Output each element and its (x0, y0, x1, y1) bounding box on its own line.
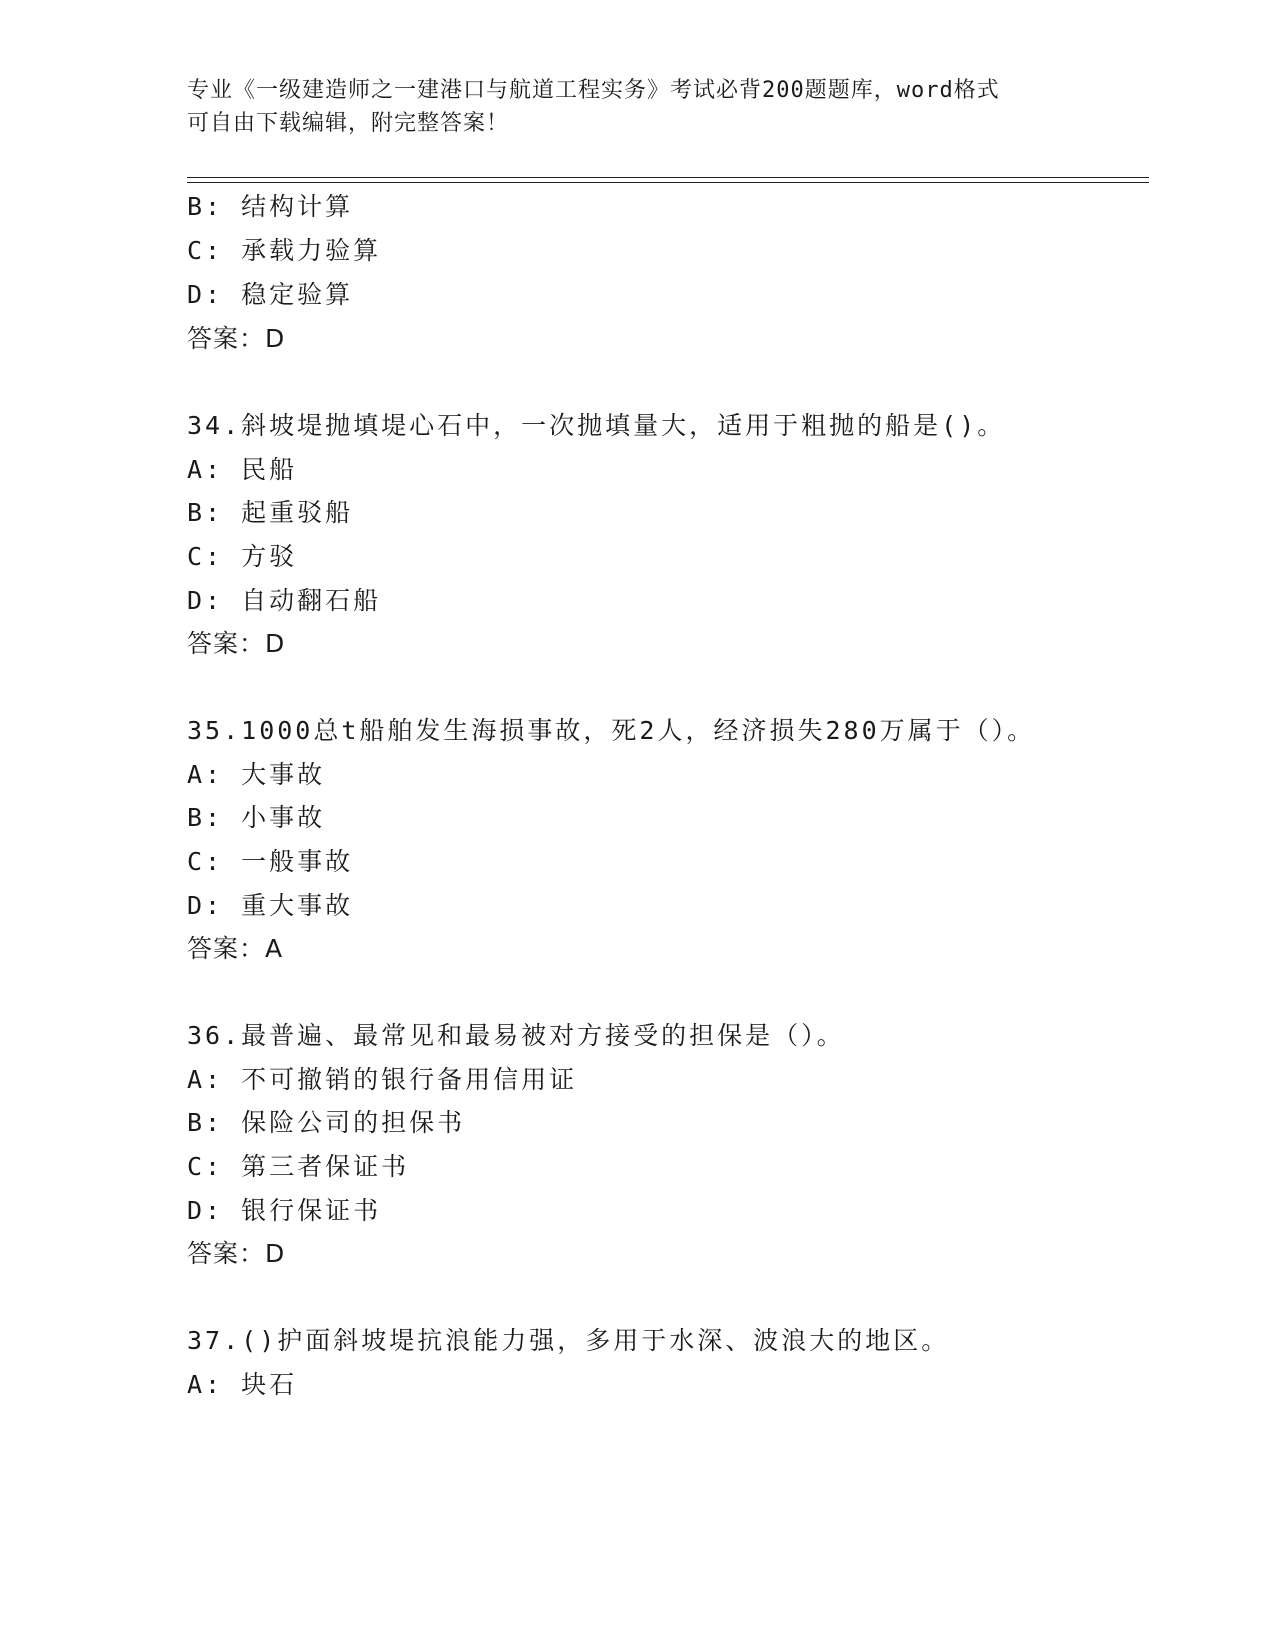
q33-answer: 答案：D (187, 324, 286, 353)
q37-option-a: A: 块石 (187, 1370, 298, 1399)
header-divider-top (187, 177, 1149, 178)
q34-option-b: B: 起重驳船 (187, 498, 354, 527)
q34-option-d: D: 自动翻石船 (187, 586, 382, 615)
q34-stem: 34.斜坡堤抛填堤心石中，一次抛填量大，适用于粗抛的船是()。 (187, 411, 1006, 440)
q34-answer: 答案：D (187, 629, 286, 658)
q35-option-c: C: 一般事故 (187, 847, 354, 876)
header-divider-bottom (187, 182, 1149, 183)
q35-option-b: B: 小事故 (187, 803, 326, 832)
q35-answer: 答案：A (187, 934, 284, 963)
q37-stem: 37.()护面斜坡堤抗浪能力强，多用于水深、波浪大的地区。 (187, 1326, 950, 1355)
q36-stem: 36.最普遍、最常见和最易被对方接受的担保是（）。 (187, 1021, 845, 1050)
q36-option-c: C: 第三者保证书 (187, 1152, 410, 1181)
header-subtitle-line: 可自由下载编辑，附完整答案！ (187, 111, 510, 136)
q36-answer: 答案：D (187, 1239, 286, 1268)
document-header (187, 74, 1087, 140)
q36-option-a: A: 不可撤销的银行备用信用证 (187, 1065, 578, 1094)
header-title-line: 专业《一级建造师之一建港口与航道工程实务》考试必背200题题库，word格式 (187, 78, 1000, 103)
q35-option-d: D: 重大事故 (187, 891, 354, 920)
q33-option-b: B: 结构计算 (187, 192, 354, 221)
q35-stem: 35.1000总t船舶发生海损事故，死2人，经济损失280万属于（）。 (187, 716, 1036, 745)
q34-option-a: A: 民船 (187, 455, 298, 484)
q33-option-d: D: 稳定验算 (187, 280, 354, 309)
q36-option-d: D: 银行保证书 (187, 1196, 382, 1225)
q33-option-c: C: 承载力验算 (187, 236, 382, 265)
q36-option-b: B: 保险公司的担保书 (187, 1108, 466, 1137)
q34-option-c: C: 方驳 (187, 542, 298, 571)
q35-option-a: A: 大事故 (187, 760, 326, 789)
